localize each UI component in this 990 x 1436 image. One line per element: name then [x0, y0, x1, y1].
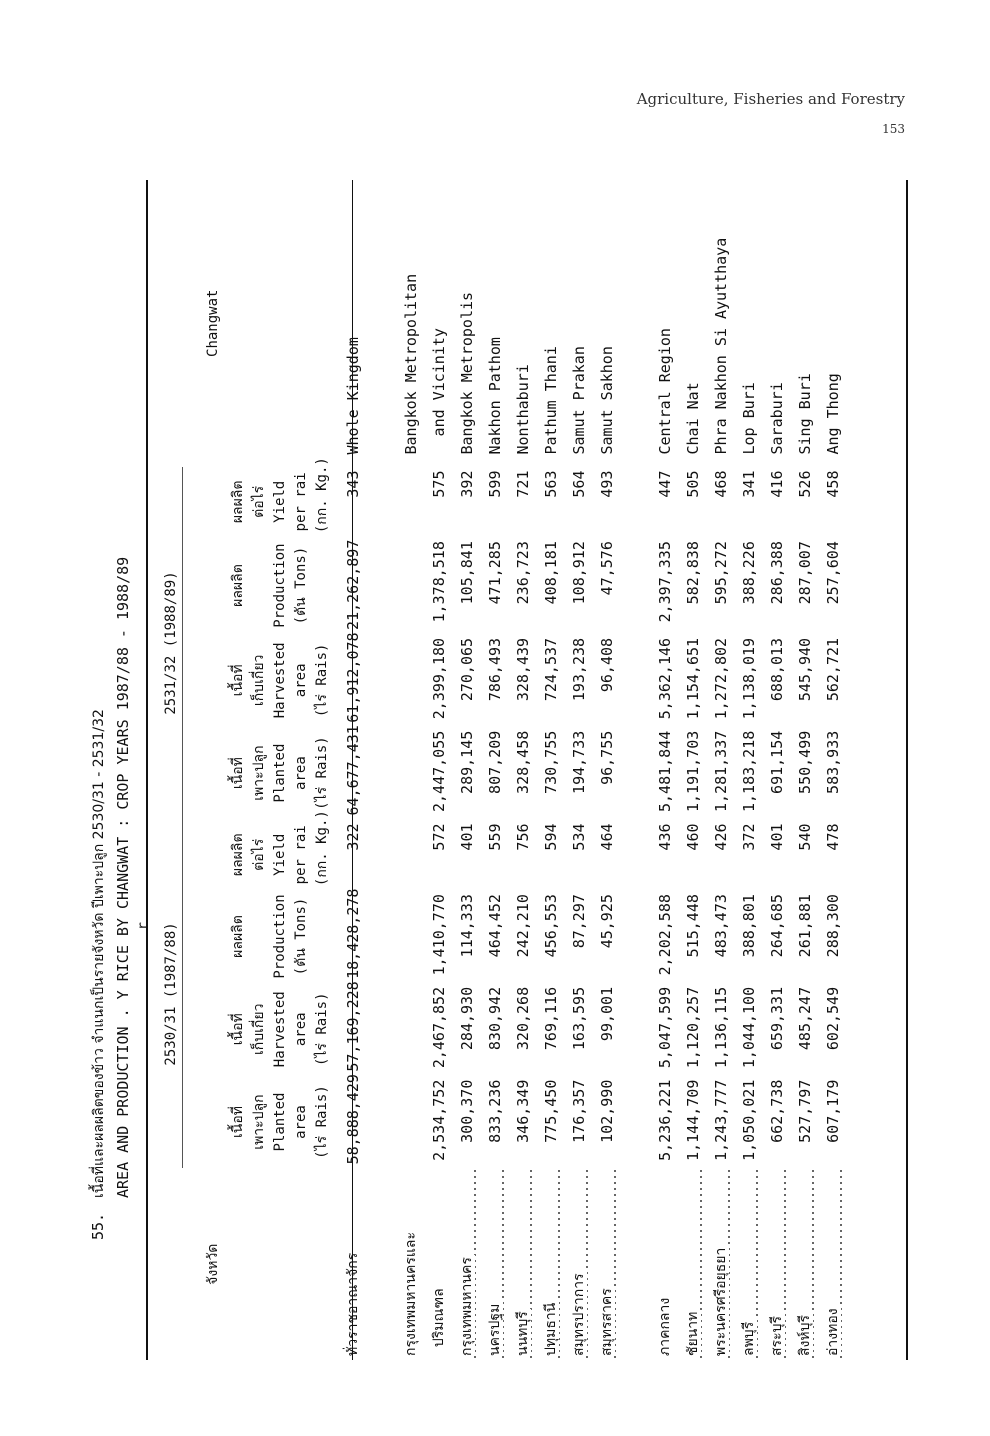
value-cell: 602,549: [823, 986, 842, 1051]
value-cell: 1,191,703: [683, 730, 702, 812]
value-cell: 564: [569, 470, 588, 498]
value-cell: 1,144,709: [683, 1079, 702, 1161]
value-cell: 96,755: [597, 730, 616, 785]
province-thai-label: ทั่วราชอาณาจักร: [344, 1252, 361, 1356]
col-header-line: เนื้อที่: [229, 1106, 246, 1139]
value-cell: 786,493: [485, 637, 504, 702]
col-header-line: [249, 894, 270, 979]
value-cell: 5,481,844: [655, 730, 674, 812]
value-cell: 392: [457, 470, 476, 498]
value-cell: 534: [569, 823, 588, 851]
col-header-line: area: [292, 756, 309, 790]
table-row: [565, 180, 593, 1360]
value-cell: 447: [655, 470, 674, 498]
table-title: [86, 240, 135, 1240]
spacer-row: [367, 180, 397, 1360]
province-thai-label: สมุทรปราการ: [570, 1273, 587, 1356]
value-cell: 5,047,599: [655, 986, 674, 1069]
value-cell: 242,210: [513, 894, 532, 958]
value-cell: 284,930: [457, 986, 476, 1051]
value-cell: 575: [429, 470, 448, 498]
province-thai: [651, 1168, 679, 1360]
col-header-line: Planted: [271, 743, 288, 803]
col-header-line: ต่อไร่: [250, 485, 267, 518]
table-row: [819, 180, 847, 1360]
province-thai: [791, 1168, 819, 1360]
province-thai-label: สระบุรี: [768, 1316, 785, 1356]
province-thai-label: ปทุมธานี: [542, 1302, 559, 1356]
value-cell: 57,169,228: [343, 981, 362, 1072]
province-thai: [593, 1168, 621, 1360]
value-cell: 401: [457, 823, 476, 851]
value-cell: [397, 537, 425, 634]
col-thai-label: จังหวัด: [204, 1243, 221, 1285]
province-english: Bangkok Metropolitan: [401, 273, 420, 455]
province-english: Nakhon Pathom: [485, 337, 504, 455]
col-header-line: (ไร่ Rais): [313, 992, 330, 1067]
value-cell: [397, 983, 425, 1076]
col-header-line: (ตัน Tons): [292, 897, 309, 976]
value-cell: 105,841: [457, 541, 476, 605]
province-thai: [425, 1168, 453, 1360]
value-cell: 471,285: [485, 541, 504, 605]
table-row: [537, 180, 565, 1360]
province-english: Samut Sakhon: [597, 346, 616, 455]
col-header-line: [312, 894, 333, 979]
value-cell: 769,116: [541, 986, 560, 1051]
value-cell: 322: [343, 823, 362, 851]
table-row: [707, 180, 735, 1360]
year-header-1987: 2530/31 (1987/88): [148, 819, 183, 1168]
value-cell: 1,138,019: [739, 637, 758, 720]
value-cell: 61,912,078: [343, 632, 362, 723]
value-cell: 401: [767, 823, 786, 851]
province-english: Whole Kingdom: [343, 337, 362, 455]
value-cell: 493: [597, 470, 616, 498]
value-cell: 505: [683, 470, 702, 498]
col-header-4: [183, 810, 339, 890]
province-english: Sing Buri: [795, 373, 814, 455]
value-cell: 2,447,055: [429, 730, 448, 812]
col-header-line: เก็บเกี่ยว: [250, 654, 267, 707]
header-rule: [352, 180, 353, 1360]
value-cell: 416: [767, 470, 786, 498]
value-cell: 540: [795, 823, 814, 851]
value-cell: 388,226: [739, 541, 758, 605]
province-english: Pathum Thani: [541, 346, 560, 455]
province-english: Bangkok Metropolis: [457, 291, 476, 455]
col-header-line: (ไร่ Rais): [313, 736, 330, 810]
province-thai-label: ชัยนาท: [684, 1311, 701, 1356]
col-header-line: Yield: [271, 833, 288, 876]
value-cell: 287,007: [795, 541, 814, 605]
value-cell: 1,243,777: [711, 1079, 730, 1161]
page-number: 153: [882, 122, 905, 136]
col-header-line: (กก. Kg.): [313, 457, 330, 534]
value-cell: 426: [711, 823, 730, 851]
col-header-line: Planted: [271, 1092, 288, 1152]
col-header-line: Production: [271, 543, 288, 628]
value-cell: 2,534,752: [429, 1079, 448, 1161]
province-english: Central Region: [655, 328, 674, 455]
table-row: [397, 180, 425, 1360]
province-english: Samut Prakan: [569, 346, 588, 455]
value-cell: 87,297: [569, 894, 588, 949]
col-header-8: [183, 457, 339, 538]
value-cell: [397, 727, 425, 820]
value-cell: 485,247: [795, 986, 814, 1051]
value-cell: 464: [597, 823, 616, 851]
col-header-line: เนื้อที่: [229, 664, 246, 697]
col-header-line: Yield: [271, 480, 288, 523]
col-header-line: เพาะปลูก: [250, 1094, 267, 1150]
province-thai: [397, 1168, 425, 1360]
province-english: Ang Thong: [823, 373, 842, 455]
title-thai: เนื้อที่และผลผลิตของข้าว จำแนกเป็นรายจังหวัด ปีเพาะปลูก 2530/31 - 2531/32: [91, 709, 107, 1198]
value-cell: [397, 1076, 425, 1169]
rice-area-production-table: [148, 180, 847, 1360]
value-cell: 721: [513, 470, 532, 498]
province-thai-label: สิงห์บุรี: [796, 1314, 813, 1356]
col-header-line: (ไร่ Rais): [313, 1085, 330, 1159]
running-title: Agriculture, Fisheries and Forestry: [636, 90, 905, 108]
col-header-line: area: [292, 1012, 309, 1047]
value-cell: 47,576: [597, 541, 616, 596]
value-cell: 270,065: [457, 637, 476, 702]
province-thai-label: พระนครศรีอยุธยา: [712, 1247, 729, 1356]
stray-mark: r: [136, 922, 151, 930]
col-header-line: ผลผลิต: [229, 833, 246, 877]
value-cell: 286,388: [767, 541, 786, 605]
province-thai-label: ลพบุรี: [740, 1321, 757, 1356]
value-cell: 478: [823, 823, 842, 851]
value-cell: 328,458: [513, 730, 532, 794]
value-cell: 563: [541, 470, 560, 498]
value-cell: 5,362,146: [655, 637, 674, 720]
value-cell: 1,050,021: [739, 1079, 758, 1161]
col-header-line: เก็บเกี่ยว: [250, 1003, 267, 1055]
value-cell: 464,452: [485, 894, 504, 958]
col-header-line: [249, 541, 270, 630]
value-cell: 545,940: [795, 637, 814, 702]
value-cell: 775,450: [541, 1079, 560, 1143]
value-cell: 572: [429, 823, 448, 851]
value-cell: 264,685: [767, 894, 786, 958]
col-header-line: (กก. Kg.): [313, 810, 330, 887]
province-english: and Vicinity: [429, 328, 448, 455]
value-cell: 1,044,100: [739, 986, 758, 1069]
value-cell: 562,721: [823, 637, 842, 702]
value-cell: 2,467,852: [429, 986, 448, 1069]
value-cell: [397, 819, 425, 890]
table-row: [791, 180, 819, 1360]
col-header-line: area: [292, 663, 309, 698]
col-header-5: [183, 727, 339, 820]
value-cell: 328,439: [513, 637, 532, 702]
value-cell: 756: [513, 823, 532, 851]
table-row: [593, 180, 621, 1360]
value-cell: 691,154: [767, 730, 786, 794]
table-row: [651, 180, 679, 1360]
value-cell: 730,755: [541, 730, 560, 794]
value-cell: 1,183,218: [739, 730, 758, 812]
col-header-6: [183, 634, 339, 727]
rotated-table-sheet: [80, 180, 910, 1360]
value-cell: 527,797: [795, 1079, 814, 1143]
province-english: Chai Nat: [683, 382, 702, 455]
province-thai: [509, 1168, 537, 1360]
province-english: Lop Buri: [739, 382, 758, 455]
province-english: Saraburi: [767, 382, 786, 455]
value-cell: [397, 467, 425, 538]
value-cell: 257,604: [823, 541, 842, 605]
value-cell: 659,331: [767, 986, 786, 1051]
value-cell: 346,349: [513, 1079, 532, 1143]
table-number: 55.: [89, 1212, 107, 1240]
col-header-line: (ตัน Tons): [292, 546, 309, 625]
province-thai: [679, 1168, 707, 1360]
value-cell: 18,428,278: [343, 888, 362, 979]
col-header-1: [183, 1076, 339, 1169]
value-cell: 99,001: [597, 986, 616, 1042]
value-cell: 807,209: [485, 730, 504, 794]
value-cell: 96,408: [597, 637, 616, 693]
value-cell: 2,399,180: [429, 637, 448, 720]
col-header-line: ต่อไร่: [250, 838, 267, 871]
province-thai-label: ปริมณฑล: [430, 1288, 447, 1356]
value-cell: 833,236: [485, 1079, 504, 1143]
province-thai: [763, 1168, 791, 1360]
value-cell: 2,397,335: [655, 541, 674, 623]
spacer-row: [621, 180, 651, 1360]
value-cell: 594: [541, 823, 560, 851]
value-cell: 58,888,429: [343, 1074, 362, 1165]
value-cell: 830,942: [485, 986, 504, 1051]
value-cell: 1,281,337: [711, 730, 730, 812]
value-cell: 599: [485, 470, 504, 498]
table-row: [453, 180, 481, 1360]
value-cell: 194,733: [569, 730, 588, 794]
province-thai: [565, 1168, 593, 1360]
col-header-3: [183, 890, 339, 983]
value-cell: 1,136,115: [711, 986, 730, 1069]
value-cell: 288,300: [823, 894, 842, 958]
value-cell: 468: [711, 470, 730, 498]
province-thai: [453, 1168, 481, 1360]
value-cell: 460: [683, 823, 702, 851]
value-cell: 102,990: [597, 1079, 616, 1143]
table-row: [481, 180, 509, 1360]
province-thai: [707, 1168, 735, 1360]
value-cell: 458: [823, 470, 842, 498]
value-cell: 1,154,651: [683, 637, 702, 720]
value-cell: 388,801: [739, 894, 758, 958]
year-header-1988: 2531/32 (1988/89): [148, 467, 183, 820]
value-cell: 595,272: [711, 541, 730, 605]
value-cell: 289,145: [457, 730, 476, 794]
province-thai-label: กรุงเทพมหานคร: [458, 1257, 475, 1356]
value-cell: 408,181: [541, 541, 560, 605]
value-cell: [397, 890, 425, 983]
col-header-2: [183, 983, 339, 1076]
col-english-label: Changwat: [204, 289, 221, 357]
col-header-line: Production: [271, 894, 288, 979]
province-thai-label: ภาคกลาง: [656, 1297, 673, 1356]
col-header-line: (ไร่ Rais): [313, 643, 330, 718]
col-header-line: per rai: [292, 825, 309, 885]
value-cell: 515,448: [683, 894, 702, 958]
table-row: [679, 180, 707, 1360]
col-header-line: Harvested: [271, 991, 288, 1068]
province-thai-label: อ่างทอง: [824, 1308, 841, 1356]
value-cell: 236,723: [513, 541, 532, 605]
province-english: Nonthaburi: [513, 364, 532, 455]
province-thai: [481, 1168, 509, 1360]
value-cell: 341: [739, 470, 758, 498]
col-header-line: ผลผลิต: [229, 915, 246, 958]
value-cell: 582,838: [683, 541, 702, 605]
province-thai-label: นครปฐม: [486, 1303, 503, 1356]
value-cell: 1,378,518: [429, 541, 448, 623]
col-header-line: area: [292, 1105, 309, 1139]
value-cell: 193,238: [569, 637, 588, 702]
value-cell: 261,881: [795, 894, 814, 958]
value-cell: 320,268: [513, 986, 532, 1051]
table-row: [735, 180, 763, 1360]
table-row: [763, 180, 791, 1360]
province-thai: [735, 1168, 763, 1360]
bottom-rule: [906, 180, 908, 1360]
col-header-7: [183, 537, 339, 634]
table-row: [425, 180, 453, 1360]
value-cell: 456,553: [541, 894, 560, 958]
value-cell: 483,473: [711, 894, 730, 958]
value-cell: 1,120,257: [683, 986, 702, 1069]
title-english: AREA AND PRODUCTION . Y RICE BY CHANGWAT : CROP YEARS 1987/88 - 1988/89: [114, 556, 132, 1198]
value-cell: 724,537: [541, 637, 560, 702]
province-thai-label: กรุงเทพมหานครและ: [402, 1232, 419, 1356]
value-cell: 5,236,221: [655, 1079, 674, 1161]
col-header-line: [312, 541, 333, 630]
value-cell: 550,499: [795, 730, 814, 794]
col-header-line: เนื้อที่: [229, 1013, 246, 1046]
value-cell: 1,410,770: [429, 894, 448, 976]
value-cell: 372: [739, 823, 758, 851]
col-header-line: เนื้อที่: [229, 757, 246, 790]
value-cell: 114,333: [457, 894, 476, 958]
value-cell: 45,925: [597, 894, 616, 949]
value-cell: 583,933: [823, 730, 842, 794]
value-cell: 64,677,431: [343, 725, 362, 816]
value-cell: 343: [343, 470, 362, 498]
value-cell: 163,595: [569, 986, 588, 1051]
value-cell: 688,013: [767, 637, 786, 702]
value-cell: 436: [655, 823, 674, 851]
value-cell: 1,272,802: [711, 637, 730, 720]
value-cell: 662,738: [767, 1079, 786, 1143]
province-thai: [537, 1168, 565, 1360]
value-cell: 108,912: [569, 541, 588, 605]
province-thai-label: นนทบุรี: [514, 1311, 531, 1356]
table-row: [509, 180, 537, 1360]
col-header-line: per rai: [292, 472, 309, 532]
province-thai-label: สมุทรสาคร: [598, 1288, 615, 1356]
value-cell: 300,370: [457, 1079, 476, 1143]
value-cell: 607,179: [823, 1079, 842, 1143]
col-header-line: ผลผลิต: [229, 564, 246, 607]
province-thai: [819, 1168, 847, 1360]
value-cell: 2,202,588: [655, 894, 674, 976]
value-cell: [397, 634, 425, 727]
value-cell: 21,262,897: [343, 539, 362, 630]
value-cell: 559: [485, 823, 504, 851]
col-header-line: เพาะปลูก: [250, 745, 267, 801]
value-cell: 176,357: [569, 1079, 588, 1143]
col-header-line: ผลผลิต: [229, 480, 246, 524]
col-header-line: Harvested: [271, 642, 288, 719]
province-english: Phra Nakhon Si Ayutthaya: [711, 237, 730, 455]
value-cell: 526: [795, 470, 814, 498]
